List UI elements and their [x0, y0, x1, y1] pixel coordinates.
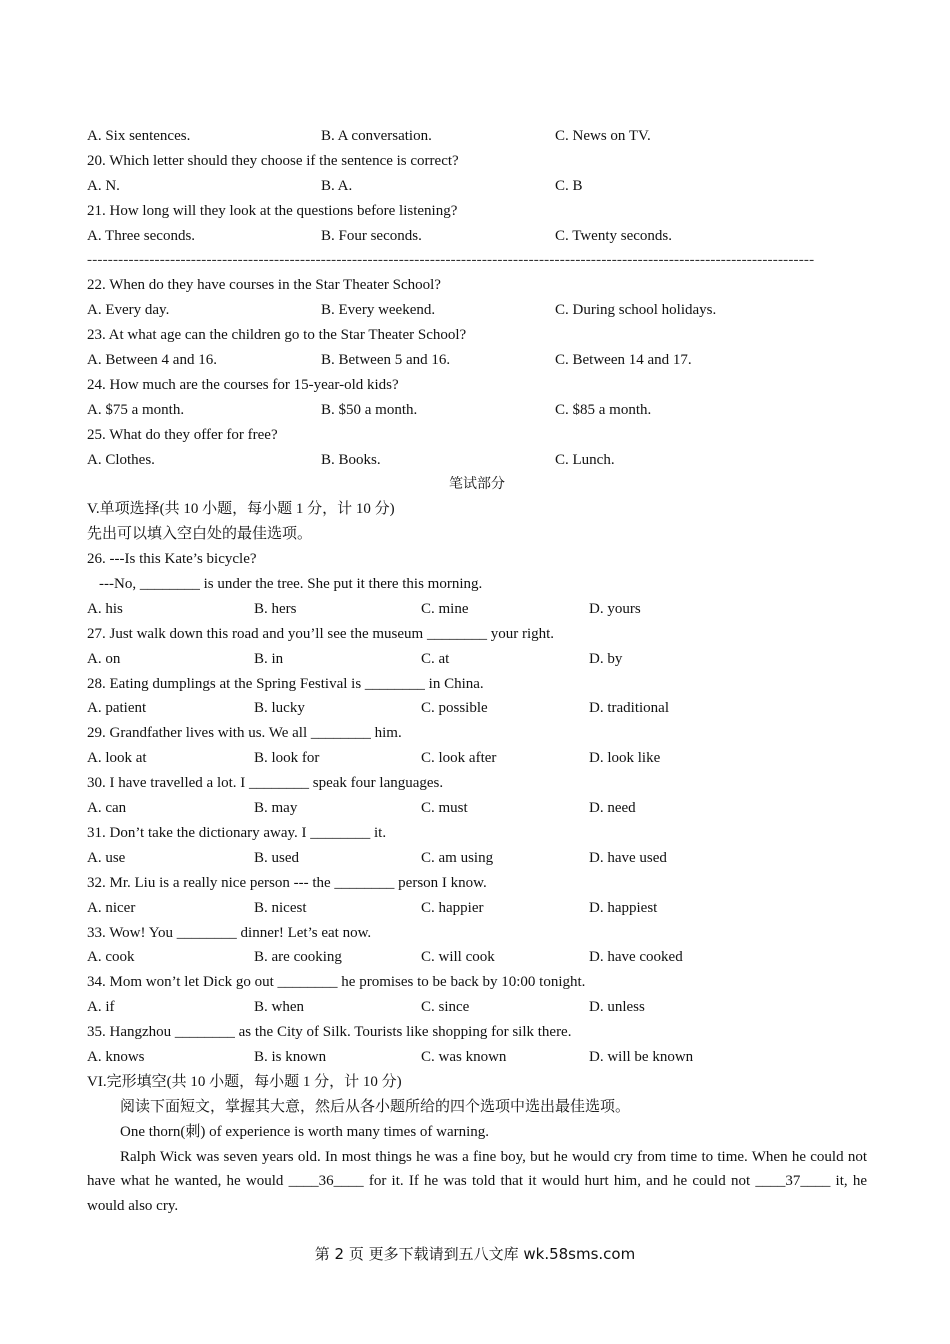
option-a: A. knows	[87, 1048, 145, 1065]
q27-question: 27. Just walk down this road and you’ll see the museum ________ your right.	[87, 625, 555, 642]
q26-options	[87, 597, 867, 622]
page-footer: 第 2 页 更多下载请到五八文库 wk.58sms.com	[314, 1245, 636, 1263]
q31-options	[87, 846, 867, 871]
option-b: B. are cooking	[254, 949, 342, 966]
option-c: C. News on TV.	[555, 128, 651, 144]
dashed-divider: --------------------------------------------------------------------------------------------------------------------------------------------	[87, 252, 815, 269]
option-a: A. Three seconds.	[87, 227, 196, 244]
option-b: B. A.	[321, 177, 353, 194]
option-b: B. in	[254, 650, 284, 667]
option-a: A. N.	[87, 177, 120, 194]
option-c: C. Between 14 and 17.	[555, 352, 692, 369]
passage-paragraph: Ralph Wick was seven years old. In most things he was a fine boy, but he would cry from time to time. When he could not have what he wanted, he would ____36____ for it. If he was told that it would hurt him, and he could not ____37____ it, he would also cry.	[87, 1148, 867, 1215]
option-b: B. may	[254, 800, 298, 817]
option-a: A. $75 a month.	[87, 401, 185, 418]
option-b: B. used	[254, 849, 299, 866]
option-c: C. happier	[421, 899, 484, 916]
option-c: C. look after	[421, 750, 497, 767]
option-b: B. hers	[254, 600, 297, 617]
option-c: C. Lunch.	[555, 451, 615, 468]
option-b: B. Books.	[321, 451, 381, 468]
option-c: C. Twenty seconds.	[555, 227, 672, 244]
q22-question: 22. When do they have courses in the Star Theater School?	[87, 277, 441, 294]
exam-page	[87, 124, 867, 1219]
section-6-instruction: 阅读下面短文，掌握其大意，然后从各小题所给的四个选项中选出最佳选项。	[120, 1098, 631, 1115]
option-d: D. unless	[589, 999, 645, 1016]
q33-options	[87, 945, 867, 970]
option-c: C. mine	[421, 600, 469, 617]
q32-question: 32. Mr. Liu is a really nice person --- the ________ person I know.	[87, 874, 487, 891]
section-5-title: V.单项选择(共 10 小题，每小题 1 分，计 10 分)	[87, 501, 395, 518]
q27-options	[87, 647, 867, 672]
option-a: A. Six sentences.	[87, 128, 191, 144]
option-a: A. look at	[87, 750, 147, 767]
q28-options	[87, 696, 867, 721]
option-b: B. Four seconds.	[321, 227, 422, 244]
section-5-instruction: 先出可以填入空白处的最佳选项。	[87, 526, 313, 543]
option-a: A. his	[87, 600, 123, 617]
option-a: A. patient	[87, 700, 147, 717]
q25-question: 25. What do they offer for free?	[87, 426, 278, 443]
option-d: D. by	[589, 650, 623, 667]
option-b: B. A conversation.	[321, 128, 432, 144]
option-a: A. Clothes.	[87, 451, 155, 468]
option-d: D. will be known	[589, 1048, 694, 1065]
option-a: A. on	[87, 650, 121, 667]
q25-options	[87, 448, 867, 473]
option-c: C. During school holidays.	[555, 302, 717, 319]
option-d: D. need	[589, 800, 636, 817]
option-b: B. is known	[254, 1048, 327, 1065]
q26-question: 26. ---Is this Kate’s bicycle?	[87, 551, 257, 568]
option-a: A. use	[87, 849, 126, 866]
option-b: B. nicest	[254, 899, 307, 916]
q26-question-reply: ---No, ________ is under the tree. She put it there this morning.	[99, 576, 483, 593]
q34-question: 34. Mom won’t let Dick go out ________ he promises to be back by 10:00 tonight.	[87, 974, 586, 991]
written-part-heading: 笔试部分	[449, 476, 505, 493]
option-c: C. am using	[421, 849, 494, 866]
option-b: B. $50 a month.	[321, 401, 418, 418]
q20-options	[87, 174, 867, 199]
q33-question: 33. Wow! You ________ dinner! Let’s eat now.	[87, 924, 372, 941]
q28-question: 28. Eating dumplings at the Spring Festival is ________ in China.	[87, 675, 484, 692]
q35-options	[87, 1045, 867, 1070]
option-c: C. possible	[421, 700, 488, 717]
passage-title: One thorn(刺) of experience is worth many times of warning.	[120, 1123, 490, 1140]
option-d: D. traditional	[589, 700, 669, 717]
q35-question: 35. Hangzhou ________ as the City of Silk. Tourists like shopping for silk there.	[87, 1024, 572, 1041]
option-a: A. cook	[87, 949, 135, 966]
q29-question: 29. Grandfather lives with us. We all ________ him.	[87, 725, 402, 742]
option-a: A. Every day.	[87, 302, 170, 319]
option-b: B. look for	[254, 750, 320, 767]
option-c: C. B	[555, 177, 583, 194]
option-c: C. must	[421, 800, 468, 817]
option-d: D. happiest	[589, 899, 658, 916]
option-a: A. Between 4 and 16.	[87, 352, 217, 369]
q24-question: 24. How much are the courses for 15-year-old kids?	[87, 376, 399, 393]
option-c: C. since	[421, 999, 470, 1016]
q31-question: 31. Don’t take the dictionary away. I ________ it.	[87, 824, 387, 841]
option-b: B. Between 5 and 16.	[321, 352, 451, 369]
section-6-title: VI.完形填空(共 10 小题，每小题 1 分，计 10 分)	[87, 1073, 402, 1090]
option-d: D. have used	[589, 849, 667, 866]
option-b: B. when	[254, 999, 304, 1016]
option-c: C. will cook	[421, 949, 495, 966]
q21-options	[87, 224, 867, 249]
q30-options	[87, 796, 867, 821]
option-a: A. if	[87, 999, 115, 1016]
q23-options	[87, 348, 867, 373]
q34-options	[87, 995, 867, 1020]
option-c: C. was known	[421, 1048, 507, 1065]
q30-question: 30. I have travelled a lot. I ________ speak four languages.	[87, 775, 444, 792]
q24-options	[87, 398, 867, 423]
q23-question: 23. At what age can the children go to the Star Theater School?	[87, 327, 467, 344]
option-d: D. look like	[589, 750, 661, 767]
q29-options	[87, 746, 867, 771]
q22-options	[87, 298, 867, 323]
q21-question: 21. How long will they look at the questions before listening?	[87, 202, 458, 219]
option-d: D. have cooked	[589, 949, 683, 966]
q20-question: 20. Which letter should they choose if the sentence is correct?	[87, 152, 459, 169]
option-a: A. nicer	[87, 899, 136, 916]
q19-options	[87, 124, 867, 149]
option-d: D. yours	[589, 600, 641, 617]
option-c: C. at	[421, 650, 450, 667]
option-c: C. $85 a month.	[555, 401, 652, 418]
option-b: B. lucky	[254, 700, 305, 717]
option-a: A. can	[87, 800, 127, 817]
option-b: B. Every weekend.	[321, 302, 436, 319]
q32-options	[87, 896, 867, 921]
